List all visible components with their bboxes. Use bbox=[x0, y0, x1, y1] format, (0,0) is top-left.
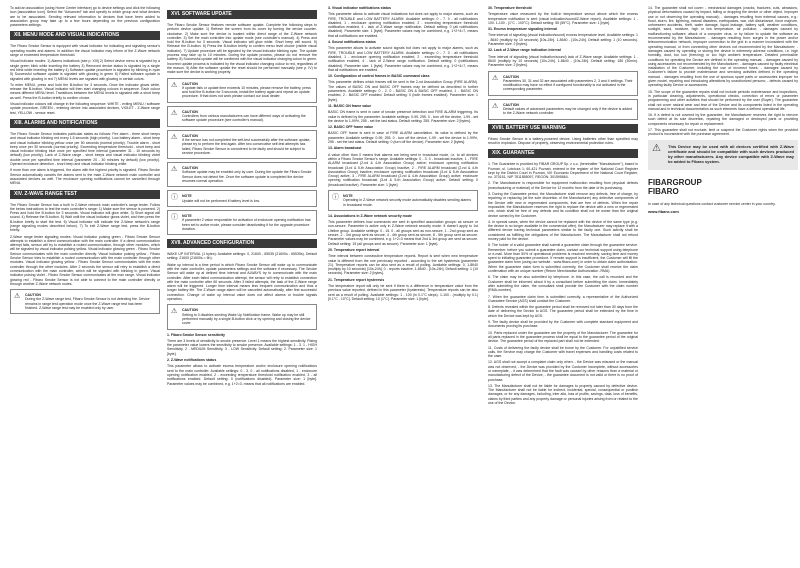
caution-text: Default values of advanced parameters may be changed only if the device is added to the Z-Wave network controller. bbox=[503, 107, 632, 116]
caution-box bbox=[167, 106, 317, 127]
paragraph: This parameter defines how commands are sent in specified association groups: as secure or non-secure. Parameter is active only in Z-Wave network security mode. It doesn't apply to 1st Lifeline group. Available settings: 0 - 15. 0 - all groups sent as non-secure, 1 - 2nd group sent as secure, 2 - 3rd group sent as secure, 4 - 4th group sent as secure, 8 - 5th group sent as secure. Parameter values may be combined, e.g. 1+2=3 means that 2nd & 3rd group are sent as secure. Default setting: 15 (all groups sent as secure). Parameter size: 1 [byte]. bbox=[328, 220, 478, 246]
parameter-title: 11. BASIC ON frame value bbox=[328, 103, 372, 108]
column-2 bbox=[167, 6, 317, 388]
caution-box bbox=[167, 304, 317, 329]
paragraph: 6. The claim may be also submitted by telephone. In this case, the call is recorded and the Customer shall be informed about it by a consultant before submitting the claim. Immediately after submitting the claim, the consultant shall provide the Customer with the claim number (RMA-number). bbox=[488, 275, 638, 293]
caution-text: Software update may be enabled only by user. During the update the Fibaro Smoke Sensor does not detect fire. Once the software update is completed the device resumes normal operation. bbox=[182, 170, 312, 184]
paragraph: 12. AGS shall not accept a complaint claim only when: - the Device was misused or the manual was not observed, - the Device was provided by the Customer incomplete, without accessories or nameplate, - it was determined that the fault was caused by other reasons than a material or manufacturing defect of the Device, - the guarantee document is not valid or there is no proof of purchase. bbox=[488, 360, 638, 382]
paragraph: Visual indicator modes: 1) Alarms indications (see p. XIII) 2) Select device menu is signaled by a single green blink while inserting the battery 3) Removed device status is signaled by a single red blink while inserting the battery 4) Software update procedure is signaled by blinking in cyan 5) Successful software update is signaled with glowing in green 6) Failed software update is signaled with glowing in red 7) MENU levels are signaled with glowing in certain colors. bbox=[10, 59, 160, 81]
section-heading-alarms: XIII. ALARMS AND NOTIFICATIONS bbox=[10, 119, 160, 128]
paragraph: Time interval of signaling (visual indication/sound) excess temperature level. Available settings: 1 - 8640 (multiply by 10 seconds) [10s-24h]. 1-8640 - [10s-24h]. Default setting: 1 (10 seconds). Parameter size: 2 [bytes]. bbox=[488, 33, 638, 47]
website-link[interactable]: www.fibaro.com bbox=[648, 208, 679, 214]
paragraph: A value other than 0 means that alarms are being sent in broadcast mode, i.e. to all devices within a Fibaro Smoke Sensor's range. Available settings: 0 - 3. 0 - broadcast inactive, 1 - FIRE ALARM broadcast (2-nd & 4-th Association Group) active; enclosure opening notification broadcast (3-rd & 5-th Association Group) inactive, 2 - FIRE ALARM broadcast (2-nd & 4-th Association Group) inactive; enclosure opening notification broadcast (3-rd & 5-th Association Group) active, 3 - FIRE ALARM broadcast (2-nd & 4-th Association Group) active; enclosure opening notification broadcast (3-rd & 5-th Association Group) active. Default setting: 0 (broadcast inactive). Parameter size: 1 [byte]. bbox=[328, 152, 478, 187]
paragraph: Visual indicator colours will change in the following sequence: WHITE - exiting MENU / software update procedure, GREEN - entering device into associated devices, VIOLET - Z-Wave range test, YELLOW - sensor reset. bbox=[10, 102, 160, 115]
paragraph: The Fibaro Smoke Sensor features remote software update. Complete the following steps to perform device update: 1) Refresh the screen from its cover by turning the device counter-clockwise. 2) Make sure the device is located within direct range of the Z-Wave network controller. 3) Set the main controller into update mode (see controller's manual). 4) Press and hold the B-button for 3 seconds. Visual indicator will glow white. Short beep will sound. 5) Release the B-button. 6) Press the B-button briefly to confirm menu level choice (visible visual indicator). 7) Update procedure will be signaled by the visual indicator blinking cyan. The update process may take up to 10 minutes. During the update process, please do not remove the battery. 8) Successful update will be confirmed with the visual indicator changing colour to green. Incorrect update process is indicated by the visual indicator changing colour to red, regardless of the reason. 9) After the software update the reset should be performed manually (see p. IV) to make sure the device is working properly. bbox=[167, 23, 317, 75]
parameter-heading bbox=[328, 125, 478, 129]
column-4 bbox=[488, 6, 638, 407]
caution-title: CAUTION bbox=[182, 166, 198, 171]
parameter-title: 14. Associations in Z-Wave network security mode bbox=[328, 213, 412, 218]
warning-icon: ⚠ bbox=[171, 308, 178, 316]
z-wave-compatibility-box bbox=[648, 140, 798, 170]
parameter-heading bbox=[328, 104, 478, 108]
caution-text: Setting to 0 disables sending Wake Up Notification frame. Wake up may be still performed manually by a single B-button click or by opening and closing the device cover. bbox=[182, 312, 311, 326]
warning-icon: ⚠ bbox=[171, 81, 178, 89]
parameter-title: 13. Alarm broadcast bbox=[328, 146, 362, 151]
warning-icon: ⚠ bbox=[492, 74, 499, 82]
intro-paragraph: To add an association (using Home Center interface) go to device settings and click the following icon [association icon]. Select the "Advanced" tab and specify to which group and what devices are to be associated. Sending relevant information to devices that have been added to association group may take up to a few hours depending on the previous configuration parameters settings. bbox=[10, 6, 160, 28]
paragraph: The temperature report will only be sent if there is a difference in temperature value from the previous value reported, defined in this parameter (hysteresis). Temperature reports can be also sent as a result of polling. Available settings: 1 - 100 (in 0.1°C steps). 1-100 - (multiply by 0.1) [0.1°C - 10°C]. Default setting: 10 (1°C). Parameter size: 1 [byte]. bbox=[328, 284, 478, 301]
column-1 bbox=[10, 6, 160, 317]
parameter-heading bbox=[328, 214, 478, 218]
caution-title: CAUTION bbox=[503, 74, 519, 79]
paragraph: 14. The guarantee shall not cover: - mechanical damages (cracks, fractures, cuts, abrasions, physical deformations caused by impact, falling or dropping the device or other object, improper use or not observing the operating manual); - damages resulting from external causes, e.g.: flood, storm, fire, lightning, natural disasters, earthquakes, war, civil disturbance, force majeure, unforeseen accidents, theft, water damage, liquid leakage, battery spill, weather conditions, sunlight, sand, moisture, high or low temperature, air pollution; - damages caused by malfunctioning software, attack of a computer virus, or by failure to update the software as recommended by the Manufacturer; - damages resulting from: surges in the power and/or telecommunication network, improper connection to the grid in a manner inconsistent with the operating manual, or from connecting other devices not recommended by the Manufacturer; - damages caused by operating or storing the device in extremely adverse conditions, i.e. high humidity, dust, too low (freezing) or too high ambient temperature. Detailed permissible conditions for operating the Device are defined in the operating manual; - damages caused by using accessories not recommended by the Manufacturer; - damages caused by faulty electrical installation of the Customer, including the use of incorrect fuses; - damages caused by Customer's failure to provide maintenance and servicing activities defined in the operating manual; - damages resulting from the use of spurious spare parts or accessories improper for given model, repairing and introducing alterations by unauthorized persons; - defects caused by operating faulty Device or accessories. bbox=[648, 6, 798, 88]
note-text: Update will not be performed if battery level is low. bbox=[182, 198, 260, 203]
caution-title: CAUTION bbox=[182, 109, 198, 114]
paragraph: 5. The holder of a valid guarantee shall submit a guarantee claim through the guarantee service. Remember: before you submit a guarantee claim, contact our technical support using telephone or e-mail. More than 50% of operational problems is resolved remotely, saving time and money spent to initiating guarantee procedure. If remote support is insufficient, the Customer will fill the guarantee claim form (using our website - www.fibaro.com) in order to obtain claim authorization. When the guarantee claim form is submitted correctly, the Customer shall receive the claim confirmation with an unique number (Return Merchandise Authorization -RMA). bbox=[488, 243, 638, 274]
footer-text: In case of any technical questions contact customer service center in your country. bbox=[648, 201, 776, 206]
parameter-heading bbox=[328, 74, 478, 78]
paragraph: To enter MENU, press and hold the B-button for 3 seconds. Once the indicator glows white, release the B-button. Visual indicator will then start changing colours in sequence. Each colour means different MENU level. Transitions between the MENU levels is signaled with a short beep as well. Press the B-button briefly to confirm choice. bbox=[10, 82, 160, 100]
caution-box bbox=[488, 71, 638, 96]
paragraph: BASIC OFF frame is sent in case of FIRE ALARM cancellation. Its value is defined by the parameter. Available settings: 0-99, 255. 0 - turn off the device, 1-99 - set the device to 1-99%, 255 - set the last status. Default setting: 0 (turn off the device). Parameter size: 2 [bytes]. bbox=[328, 131, 478, 145]
section-heading-advanced-config: XVII. ADVANCED CONFIGURATION bbox=[167, 239, 317, 248]
paragraph: 13. The Manufacturer shall not be liable for damages to property caused by defective device. The Manufacturer shall not be liable for indirect, incidental, special, consequential or punitive damages, or for any damages, including, inter alia, loss of profits, savings, data, loss of benefits, claims by third parties and any property damage or personal injuries arising from or related to the use of the Device. bbox=[488, 383, 638, 406]
paragraph: This parameter defines which frames will be sent in the 2-nd Association Group (FIRE ALARM). The values of BASIC ON and BASIC OFF frames may be defined as described in further parameters. Available settings: 0 - 2. 0 - BASIC ON & BASIC OFF enabled, 1 - BASIC ON enabled, 2 - BASIC OFF enabled. Default setting: 0 (both frames enabled). Parameter size: 1 [byte]. bbox=[328, 80, 478, 102]
paragraph: Z-Wave range tester signaling modes: Visual indicator pulsing green - Fibaro Smoke Sensor attempts to establish a direct communication with the main controller. If a direct communication attempt fails, sensor will try to establish a routed communication, through other modules, which will be signaled by visual indicator pulsing yellow. Visual indicator glowing green - Fibaro Smoke Sensor communicates with the main controller directly. Visual indicator pulsing yellow - Fibaro Smoke Sensor tries to establish a routed communication with the main controller through other modules. Visual indicator glowing yellow - Fibaro Smoke Sensor communicates with the main controller through the other modules. After 2 seconds the sensor will retry to establish a direct communication with the main controller, which will be signaled with blinking in green. Visual indicator pulsing violet - Fibaro Smoke Sensor communicates at the max range. Visual indicator glowing red - Fibaro Smoke Sensor is not able to connect to the main controller directly or through another Z-Wave network nodes. bbox=[10, 234, 160, 286]
warning-icon: ⚠ bbox=[171, 133, 178, 141]
parameter-title: 21. Temperature report hysteresis bbox=[328, 277, 385, 282]
paragraph: 15. The scope of the guarantee repairs shall not include periodic maintenance and inspections, in particular cleaning, adjustments, operational checks, correction of errors or parameter programming and other activities that should be performed by the user (Buyer). The guarantee shall not cover natural wear and tear of the Device and its components listed in the operating manual and in technical documentation as such elements have a defined operational life. bbox=[648, 89, 798, 111]
caution-text: Controllers from various manufacturers can have different ways of activating the software update procedure (see controller's manual). bbox=[182, 114, 306, 123]
caution-text: If update fails or update time exceeds 10 minutes, please remove the battery, press and hold the B-button for 3 seconds, install the battery again and repeat an update procedure. If that does not work please contact our local dealer. bbox=[182, 85, 311, 99]
parameter-heading bbox=[328, 6, 478, 10]
paragraph: 9. The faulty device shall be provided by the Customer with complete standard equipment and documents proving its purchase. bbox=[488, 320, 638, 329]
paragraph: 7. When the guarantee claim form is submitted correctly, a representative of the Authorized Guarantee Service (AGS) shall contact the Customer. bbox=[488, 294, 638, 303]
paragraph: 4. In special cases, when the device cannot be replaced with the device of the same type (e.g. the device is no longer available in the commercial offer), the Manufacturer may replace it with a different device having technical parameters similar to the faulty one. Such activity shall be considered as fulfilling the obligations of the Manufacturer. The Manufacturer shall not refund money paid for the device. bbox=[488, 219, 638, 241]
warning-icon: ⚠ bbox=[492, 102, 499, 110]
caution-title: CAUTION bbox=[182, 81, 198, 86]
paragraph: 2. The Manufacturer is responsible for equipment malfunction resulting from physical defects (manufacturing or material) of the Device for 12 months from the date of its purchasing. bbox=[488, 181, 638, 190]
parameter-heading bbox=[488, 6, 638, 10]
caution-title: CAUTION bbox=[182, 308, 198, 313]
paragraph: Time interval between consecutive temperature reports. Report is sent when new temperature value is different from the one previously reported - according to the set hysteresis (parameter 21). Temperature reports can be also sent as a result of polling. Available settings: 0, 1-8640 (multiply by 10 seconds) [10s-24h]. 0 - reports inactive, 1-8640 - [10s-24h]. Default setting: 1 (10 seconds). Parameter size: 2 [bytes]. bbox=[328, 254, 478, 276]
paragraph: If more than one alarm is triggered, the alarm with the highest priority is signaled. Fibaro Smoke Sensor automatically cancels fire alarms sent to the main Z-Wave network main controller and associated devices as well. The enclosure opening notifications cannot be cancelled through MENU. bbox=[10, 168, 160, 186]
caution-box bbox=[10, 289, 160, 314]
parameter-heading bbox=[328, 248, 478, 252]
parameter-title: 10. Configuration of control frames in BASIC command class bbox=[328, 74, 430, 79]
note-text: If parameter 2 value responsible for activation of enclosure opening notification has been set to active mode, please consider deactivating it for the upgrade procedure duration. bbox=[182, 218, 311, 231]
paragraph: 10. Parts replaced under the guarantee are the property of the Manufacturer. The guarantee for all parts replaced in the guarantee process shall be equal to the guarantee period of the original device. The guarantee period of the replaced part shall not be extended. bbox=[488, 330, 638, 344]
paragraph: This parameter allows to activate visual indications but does not apply to major alarms, such as FIRE, TROUBLE and LOW BATTERY ALARM. Available settings: 0 - 7. 0 - all notifications disabled, 1 - enclosure opening notification enabled, 2 - exceeding temperature threshold notification enabled, 4 - lack of Z-Wave range notification. Default setting: 0 (all notifications disabled). Parameter size: 1 [byte]. Parameter values may be combined, e.g. 1+2+4=7, means that all notifications are enabled. bbox=[328, 12, 478, 38]
note-title: NOTE bbox=[182, 194, 192, 199]
info-icon: ⓘ bbox=[332, 193, 339, 201]
parameter-heading bbox=[488, 27, 638, 31]
brand-fibaro: FIBARO bbox=[648, 186, 679, 196]
caution-text: Parameters 30, 31 and 32 are associated with parameters 2, 3 and 4 settings. Their modification may have no effect if configured functionality is not activated in the corresponding parameter. bbox=[503, 78, 633, 92]
parameter-title: 12. BASIC OFF frame value bbox=[328, 125, 374, 130]
paragraph: 1. The Guarantee is provided by FIBAR GROUP Sp. z o.o. (hereinafter "Manufacturer"), based in Poznań, ul. Lotnicza 1; 60-421 Poznań, entered in the register of the National Court Register kept by the District Court in Poznań, VIII Economic Department of the National Court Register, no. 370151, NIP 7811858097, REGON: 301595664. bbox=[488, 162, 638, 180]
caution-box bbox=[167, 130, 317, 159]
paragraph: WAKE UP INTERVAL (1 bytes): Available settings: 0, 21600 - 65535 (21600s - 65535s). Default setting: 21600 (21600s = 6h). bbox=[167, 252, 317, 261]
paragraph: 16. If a defect is not covered by the guarantee, the Manufacturer reserves the right to remove such defect at its sole discretion, repairing the damaged or destroyed parts or providing components necessary for repair or replacement. bbox=[648, 113, 798, 126]
parameter-heading bbox=[328, 146, 478, 150]
section-heading-battery: XVIII. BATTERY USE WARNING bbox=[488, 124, 638, 133]
parameter-title: 2. Z-Wave notifications status bbox=[167, 358, 217, 363]
compatibility-text: This Device may be used with all devices certified with Z-Wave certificate and should be compatible with such devices produced by other manufacturers. Any device compatible with Z-Wave may be added to Fibaro system. bbox=[668, 143, 794, 164]
paragraph: This parameter allows to activate excess temperature and/or enclosure opening notifications sent to the main controller. Available settings: 0 - 3. 0 - all notifications disabled, 1 - enclosure opening notification enabled, 2 - exceeding temperature threshold notification enabled, 3 - all notifications enabled. Default setting: 0 (notifications disabled). Parameter size: 1 [byte]. Parameter values may be combined, e.g. 1+2=3, means that all notifications are enabled. bbox=[167, 364, 317, 386]
section-heading-guarantee: XIX. GUARANTEE bbox=[488, 149, 638, 158]
note-text: Operating in Z-Wave network security mode automatically disables sending alarms in broadcast mode. bbox=[343, 198, 472, 207]
caution-text: During the Z-Wave range test, Fibaro Smoke Sensor is not detecting fire. Device remains in range test operation mode once the Z-Wave range test has been finished. Z-Wave range test may be enabled only by user. bbox=[25, 297, 150, 311]
brand-fibargroup: FIBARGROUP bbox=[648, 177, 702, 187]
column-5 bbox=[648, 6, 798, 214]
note-title: NOTE bbox=[182, 213, 192, 218]
paragraph: There are 3 levels of sensitivity to smoke presence. Level 1 means the highest sensitivity. Rising the parameter value lowers the sensitivity to smoke presence. Available settings: 1 - 3. 1 - HIGH Sensitivity, 2 - MEDIUM Sensitivity, 3 - LOW Sensitivity. Default setting: 2. Parameter size: 1 [byte]. bbox=[167, 338, 317, 356]
warning-icon: ⚠ bbox=[14, 293, 21, 301]
paragraph: The Fibaro Smoke Sensor has a built in Z-Wave network main controller's range tester. Follow the below instructions to test the main controller's range: 1) Make sure the sensor is powered. 2) Press and hold the B-button for 3 seconds. Visual indicator will glow white. 3) Short signal will sound. 4) Release the B-button. 5) Wait until the visual indicator glows violet, and then press the B-button briefly to start the test. 6) Visual indicator will indicate the Z-Wave network's range (range signaling modes described below). 7) To exit Z-Wave range test, press the B-button briefly. bbox=[10, 202, 160, 233]
column-3 bbox=[328, 6, 478, 303]
caution-box bbox=[167, 78, 317, 103]
note-box bbox=[167, 210, 317, 235]
caution-box bbox=[488, 99, 638, 120]
info-icon: ⓘ bbox=[171, 194, 178, 202]
caution-title: CAUTION bbox=[503, 102, 519, 107]
paragraph: The Fibaro Smoke Sensor is equipped with visual indicator for indicating and signaling sensor's operating modes and alarms. In addition the visual indicator may inform of the Z-Wave network range or exceeded temperature threshold. bbox=[10, 44, 160, 58]
caution-text: If the sensor has not completed the self-test successfully after the software update, please try to perform the test again. After two consecutive self-test attempts has failed, Fibaro Smoke Sensor is considered to be faulty and should be subject to service procedure. bbox=[182, 137, 311, 155]
section-heading-menu-mode: XII. MENU MODE AND VISUAL INDICATIONS bbox=[10, 31, 160, 40]
paragraph: BASIC ON frame is sent in case of smoke presence detection and FIRE ALARM triggering. Its value is defined by the parameter. Available settings: 0-99, 255. 0 - turn off the device, 1-99 - set the device to 1-99%, 255 - set the last status. Default setting: 255. Parameter size: 2 [bytes]. bbox=[328, 110, 478, 123]
section-heading-range-test: XIV. Z-WAVE RANGE TEST bbox=[10, 190, 160, 199]
parameter-heading bbox=[167, 333, 317, 337]
note-box bbox=[167, 190, 317, 207]
parameter-title: 20. Temperature report interval bbox=[328, 247, 380, 252]
note-box bbox=[328, 190, 478, 211]
info-icon: ⓘ bbox=[171, 213, 178, 221]
paragraph: The Fibaro Smoke Sensor indicates particular states as follows: Fire alarm - three short beeps and visual indicator blinking red every 1.5 seconds (high priority). Low battery alarm - short beep and visual indicator blinking yellow once per 50 seconds (normal priority). Trouble alarm - short beep once per 30 seconds (normal priority). Exceeding temperature threshold - short beep and visual indicator blinking blue once per specified time interval (parameter 31 - 10 seconds by default) (low priority). Lack of Z-Wave range - short beeps and visual indicator blinking violet double once per specified time interval (parameter 20 - 30 minutes by default) (low priority). Opened enclosure detection - short beep and visual indicator blinking white. bbox=[10, 131, 160, 167]
paragraph: Fibaro Smoke Sensor is a battery-powered device. Using batteries other than specified may result in explosion. Dispose of properly, observing environmental protection rules. bbox=[488, 136, 638, 145]
parameter-heading bbox=[328, 278, 478, 282]
parameter-heading bbox=[328, 40, 478, 44]
parameter-heading bbox=[488, 48, 638, 52]
parameter-title: 4. Sound notifications status bbox=[328, 40, 376, 45]
warning-icon: ⚠ bbox=[652, 142, 661, 154]
parameter-heading bbox=[167, 358, 317, 362]
paragraph: Time interval of signaling (visual indication/sound) lack of Z-Wave range. Available settings: 1 - 8640 (multiply by 10 seconds) [10s-24h]. 1-8640 - [10s-24h]. Default setting: 180 (30min). Parameter size: 2 [bytes]. bbox=[488, 54, 638, 68]
parameter-title: 1. Fibaro Smoke Sensor sensitivity bbox=[167, 332, 225, 337]
warning-icon: ⚠ bbox=[171, 109, 178, 117]
paragraph: 17. This guarantee shall not exclude, limit or suspend the Customer rights when the provided product is inconsistent with the purchase agreement. bbox=[648, 128, 798, 137]
paragraph: Temperature value measured by the built-in temperature sensor above which the excess temperature notification is sent (visual indication/sound/Z-Wave report). Available settings: 1 - 100. 1-100 - (1°C - 100°C). Default setting: 55 (55°C). Parameter size: 1 [byte]. bbox=[488, 12, 638, 25]
parameter-title: 32. Lack of Z-Wave range indication interval bbox=[488, 48, 561, 53]
caution-box bbox=[167, 162, 317, 187]
paragraph: This parameter allows to activate sound signals but does not apply to major alarms, such as FIRE, TROUBLE and LOW BATTERY ALARM. Available settings: 0 - 7. 0 - all notifications disabled, 1 - enclosure opening notification enabled, 2 - exceeding temperature threshold notification enabled, 4 - lack of Z-Wave range notification. Default setting: 0 (notifications disabled). Parameter size: 1 [byte]. Parameter values may be combined, e.g. 1+2+4=7, means that all notifications are enabled. bbox=[328, 46, 478, 72]
paragraph: 3. During the Guarantee period, the Manufacturer shall remove any defects, free of charge, by repairing or replacing (at the sole discretion of the Manufacturer) any defective components of the Device with new or regenerated components, that are free of defects. When the repair impossible, the Manufacturer reserves the right to replace the device with a new or regenerated one, which shall be free of any defects and its condition shall not be worse than the original device owned by the Customer. bbox=[488, 192, 638, 218]
section-heading-software-update: XVI. SOFTWARE UPDATE bbox=[167, 10, 317, 19]
warning-icon: ⚠ bbox=[171, 166, 178, 174]
note-title: NOTE bbox=[343, 193, 353, 198]
paragraph: 8. Defects revealed within the guarantee period shall be removed not later than 30 days from the date of delivering the Device to AGS. The guarantee period shall be extended by the time in which the Device was kept by AGS. bbox=[488, 305, 638, 318]
parameter-title: 3. Visual indicator notifications status bbox=[328, 6, 391, 10]
caution-title: CAUTION bbox=[182, 133, 198, 138]
paragraph: 11. Costs of delivering the faulty device shall be borne by the Customer. For unjustified service calls, the Service may charge the Customer with travel expenses and handling costs related to the case. bbox=[488, 345, 638, 359]
parameter-title: 31. Excess temperature signaling interval bbox=[488, 27, 557, 32]
caution-title: CAUTION bbox=[25, 293, 41, 298]
parameter-title: 30. Temperature threshold bbox=[488, 6, 532, 10]
paragraph: Wake up interval is a time period in which Fibaro Smoke Sensor will wake up to communicate with the main controller, update parameters settings and the software if necessary. The Smoke Sensor will wake up at defined time interval and ALWAYS try to communicate with the main controller. After each failed communication attempt, the sensor will retry to establish connection with the main controller after 60 seconds. After 3 failed attempts, the task of the Z-Wave range alarm will be triggered. Longer time interval means less frequent communication and thus a longer battery life. The Z-Wave range alarm will be cancelled automatically, after first successful connection. Change of wake up interval value does not affect alarms or trouble signals operation. bbox=[167, 262, 317, 302]
